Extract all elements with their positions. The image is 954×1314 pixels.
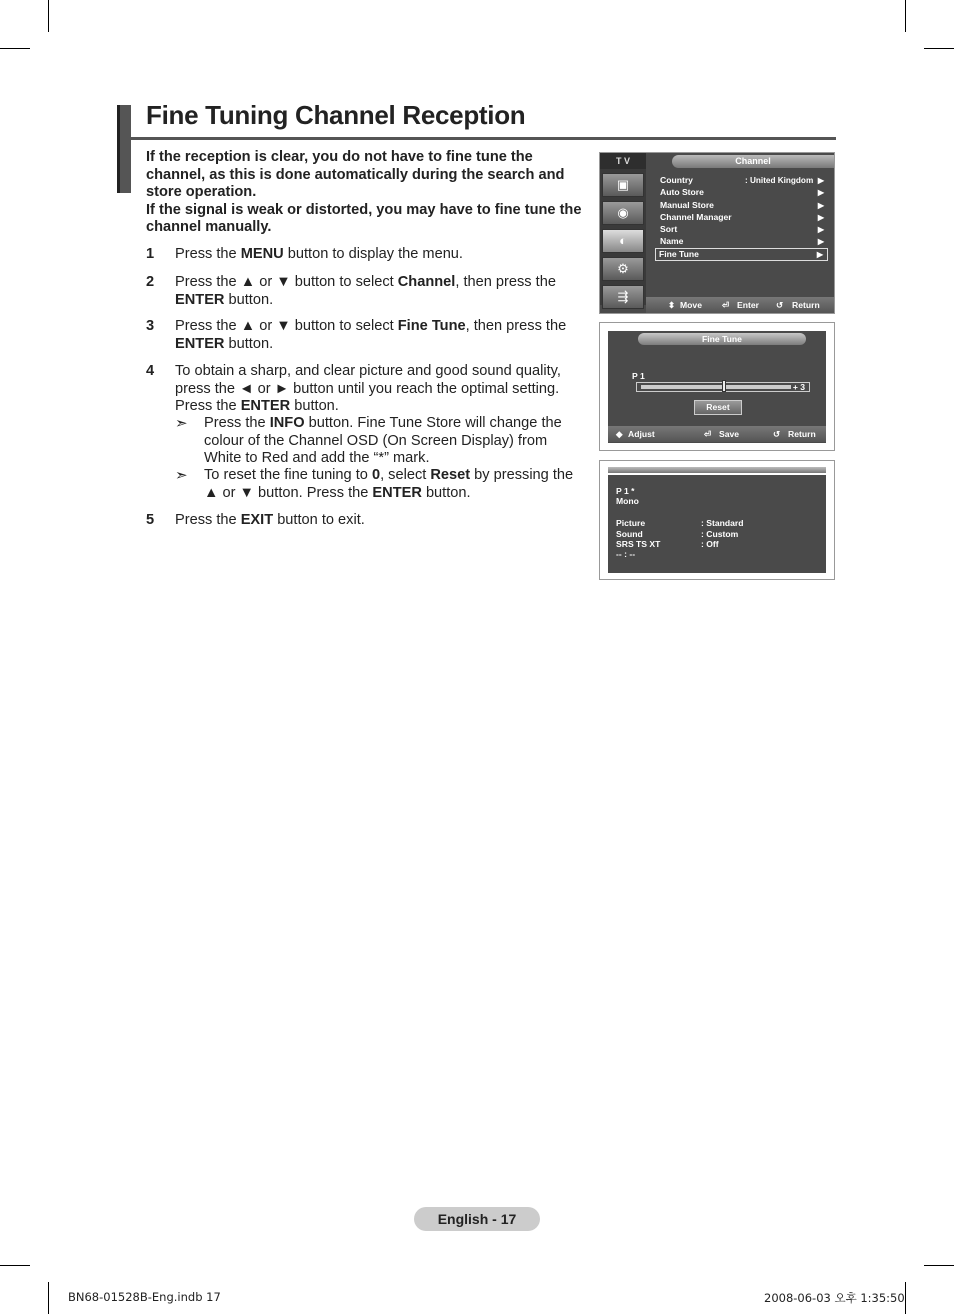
crop-mark <box>905 1282 906 1314</box>
return-label: Return <box>792 300 820 310</box>
crop-mark <box>924 48 954 49</box>
step-key: EXIT <box>240 512 274 528</box>
info-label: Sound <box>616 529 643 539</box>
step-text-part: button to exit. <box>273 512 365 528</box>
fine-tune-header: Fine Tune <box>638 333 806 345</box>
menu-item-label: Name <box>660 236 684 246</box>
adjust-icon: ◆ <box>616 429 623 439</box>
step-number: 4 <box>146 363 155 379</box>
step-number: 2 <box>146 274 155 290</box>
step-text-part: To obtain a sharp, and clear picture and good sound quality, press the ◄ or ► button until you reach the optimal setting. Press the <box>175 363 561 415</box>
enter-icon: ⏎ <box>722 300 730 310</box>
return-icon: ↺ <box>776 300 784 310</box>
arrow-right-icon: ▶ <box>817 213 824 222</box>
step-key: ENTER <box>175 291 225 308</box>
menu-item-country[interactable] <box>660 175 828 186</box>
fine-tune-panel <box>608 331 826 443</box>
title-rule <box>131 137 836 140</box>
step-key: ENTER <box>240 398 291 415</box>
step-text <box>175 512 585 530</box>
slider-thumb[interactable] <box>722 380 726 392</box>
info-label: Picture <box>616 518 646 528</box>
menu-item-label: Sort <box>660 224 678 234</box>
info-panel <box>608 475 826 573</box>
note-text-part: by pressing the ▲ or ▼ button. Press the <box>204 467 574 501</box>
step-text-part: button. <box>290 398 339 415</box>
menu-footer <box>646 297 834 313</box>
channel-icon[interactable]: ◐ <box>602 229 644 253</box>
channel-menu-screenshot <box>599 152 835 314</box>
info-time: -- : -- <box>616 549 636 559</box>
note-arrow-icon: ➣ <box>175 415 188 432</box>
step-text-part: button to display the menu. <box>283 246 463 262</box>
menu-item-sort[interactable] <box>660 224 828 235</box>
info-row-sound <box>616 529 739 539</box>
step-text-part: Press the <box>175 512 241 528</box>
tv-label: T V <box>600 153 646 169</box>
adjust-label: Adjust <box>628 429 655 439</box>
return-icon: ↺ <box>773 429 781 439</box>
step-text-part: , then press the <box>455 274 556 290</box>
note-text-part: Press the <box>204 415 270 431</box>
step-text-part: Press the ▲ or ▼ button to select <box>175 318 398 334</box>
menu-item-label: Fine Tune <box>659 249 699 259</box>
menu-panel <box>650 171 832 289</box>
input-icon[interactable]: ⇶ <box>602 285 644 309</box>
info-value: : Standard <box>701 518 744 528</box>
return-label: Return <box>788 429 816 439</box>
note-text-part: To reset the fine tuning to <box>204 467 372 483</box>
menu-item-label: Manual Store <box>660 200 714 210</box>
arrow-right-icon: ▶ <box>817 176 824 185</box>
intro-text <box>146 149 596 237</box>
step-key: ENTER <box>175 335 225 352</box>
slider-track <box>641 385 791 389</box>
info-value: : Custom <box>701 529 739 539</box>
slider-value: + 3 <box>792 382 805 392</box>
info-audio: Mono <box>616 496 639 506</box>
menu-header: Channel <box>672 155 834 168</box>
sound-icon[interactable]: ◉ <box>602 201 644 225</box>
note-text <box>204 467 584 502</box>
page-title: Fine Tuning Channel Reception <box>146 100 526 130</box>
step-text-part: , then press the <box>465 318 567 334</box>
note-key: INFO <box>269 415 305 431</box>
picture-icon[interactable]: ▣ <box>602 173 644 197</box>
info-channel: P 1 * <box>616 486 635 496</box>
note-text-part: , select <box>380 467 431 483</box>
menu-item-name[interactable] <box>660 236 828 247</box>
reset-button[interactable]: Reset <box>694 400 742 415</box>
note-text-part: button. <box>421 484 471 501</box>
arrow-right-icon: ▶ <box>816 250 823 259</box>
crop-mark <box>0 48 30 49</box>
note-key: ENTER <box>372 484 422 501</box>
note-key: 0 <box>371 467 381 483</box>
info-value: : Off <box>701 539 719 549</box>
menu-sidebar <box>600 169 646 305</box>
arrow-right-icon: ▶ <box>817 201 824 210</box>
arrow-right-icon: ▶ <box>817 188 824 197</box>
title-accent-bar <box>117 105 131 193</box>
info-row-srs <box>616 539 719 549</box>
footer-timestamp: 2008-06-03 오후 1:35:50 <box>764 1291 905 1305</box>
menu-item-label: Auto Store <box>660 187 704 197</box>
menu-item-value: : United Kingdom <box>745 176 814 185</box>
step-text <box>175 363 585 416</box>
step-number: 5 <box>146 512 155 528</box>
info-label: SRS TS XT <box>616 539 661 549</box>
intro-paragraph: If the reception is clear, you do not have to fine tune the channel, as this is done automatically during the search and store operation. <box>146 149 565 201</box>
menu-item-label: Country <box>660 175 693 185</box>
note-text-part: button. Fine Tune Store will change the colour of the Channel OSD (On Screen Display) from White to Red and add the “*” mark. <box>204 415 562 467</box>
step-text-part: Press the ▲ or ▼ button to select <box>175 274 398 290</box>
note-text <box>204 415 584 468</box>
fine-tune-footer <box>608 426 826 442</box>
menu-item-fine-tune[interactable] <box>655 248 828 261</box>
menu-item-manual-store[interactable] <box>660 200 828 211</box>
move-icon: ⬍ <box>668 300 676 310</box>
note-arrow-icon: ➣ <box>175 467 188 484</box>
arrow-right-icon: ▶ <box>817 225 824 234</box>
page-number-badge: English - 17 <box>414 1207 540 1231</box>
crop-mark <box>48 1282 49 1314</box>
step-text <box>175 318 585 353</box>
note-key: Reset <box>430 467 471 483</box>
crop-mark <box>48 0 49 32</box>
step-key: Channel <box>397 274 456 290</box>
save-label: Save <box>719 429 740 439</box>
info-top-bar <box>608 467 826 473</box>
menu-item-label: Channel Manager <box>660 212 732 222</box>
setup-icon[interactable]: ⚙ <box>602 257 644 281</box>
step-text-part: Press the <box>175 246 241 262</box>
menu-item-channel-manager[interactable] <box>660 212 828 223</box>
footer-file-name: BN68-01528B-Eng.indb 17 <box>68 1290 221 1304</box>
save-icon: ⏎ <box>704 429 712 439</box>
crop-mark <box>0 1265 30 1266</box>
step-text-part: button. <box>224 335 274 352</box>
info-row-picture <box>616 518 744 528</box>
menu-item-auto-store[interactable] <box>660 187 828 198</box>
intro-paragraph: If the signal is weak or distorted, you may have to fine tune the channel manually. <box>146 201 582 236</box>
step-number: 1 <box>146 246 155 262</box>
crop-mark <box>905 0 906 32</box>
arrow-right-icon: ▶ <box>817 237 824 246</box>
info-screenshot <box>599 460 835 580</box>
step-text <box>175 274 585 309</box>
crop-mark <box>924 1265 954 1266</box>
channel-number: P 1 <box>632 371 645 381</box>
step-text <box>175 246 585 264</box>
step-number: 3 <box>146 318 155 334</box>
fine-tune-slider[interactable] <box>636 382 810 392</box>
enter-label: Enter <box>737 300 759 310</box>
fine-tune-screenshot <box>599 322 835 451</box>
step-key: MENU <box>240 246 284 262</box>
move-label: Move <box>680 300 702 310</box>
step-text-part: button. <box>224 291 274 308</box>
step-key: Fine Tune <box>397 318 466 334</box>
